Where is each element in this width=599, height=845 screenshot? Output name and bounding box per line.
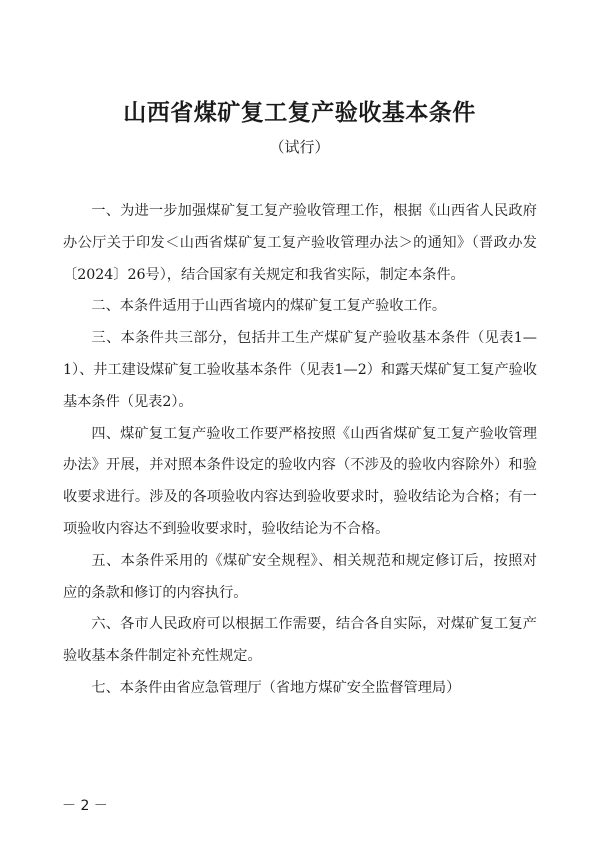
document-subtitle: （试行） (269, 138, 330, 156)
paragraph-2: 二、本条件适用于山西省境内的煤矿复工复产验收工作。 (91, 298, 447, 315)
page-number: － 2 － (62, 798, 108, 814)
paragraph-1: 一、为进一步加强煤矿复工复产验收管理工作，根据《山西省人民政府办公厅关于印发＜山西省煤矿复工复产验收管理办法＞的通知》（晋政办发〔2024〕26号），结合国家有关规定和我省实际，制定本条件。 (63, 203, 537, 283)
document-title: 山西省煤矿复工复产验收基本条件 (123, 100, 476, 126)
document-body (63, 196, 537, 705)
paragraph-6: 六、各市人民政府可以根据工作需要，结合各自实际，对煤矿复工复产验收基本条件制定补充性规定。 (63, 616, 537, 665)
paragraph-4: 四、煤矿复工复产验收工作要严格按照《山西省煤矿复工复产验收管理办法》开展，并对照本条件设定的验收内容（不涉及的验收内容除外）和验收要求进行。涉及的各项验收内容达到验收要求时，验收结论为合格；有一项验收内容达不到验收要求时，验收结论为不合格。 (63, 425, 537, 537)
paragraph-5: 五、本条件采用的《煤矿安全规程》、相关规范和规定修订后，按照对应的条款和修订的内容执行。 (63, 552, 537, 601)
paragraph-3: 三、本条件共三部分，包括井工生产煤矿复产验收基本条件（见表1—1）、井工建设煤矿复工验收基本条件（见表1—2）和露天煤矿复工复产验收基本条件（见表2）。 (63, 330, 537, 410)
paragraph-7: 七、本条件由省应急管理厅（省地方煤矿安全监督管理局） (91, 679, 461, 696)
